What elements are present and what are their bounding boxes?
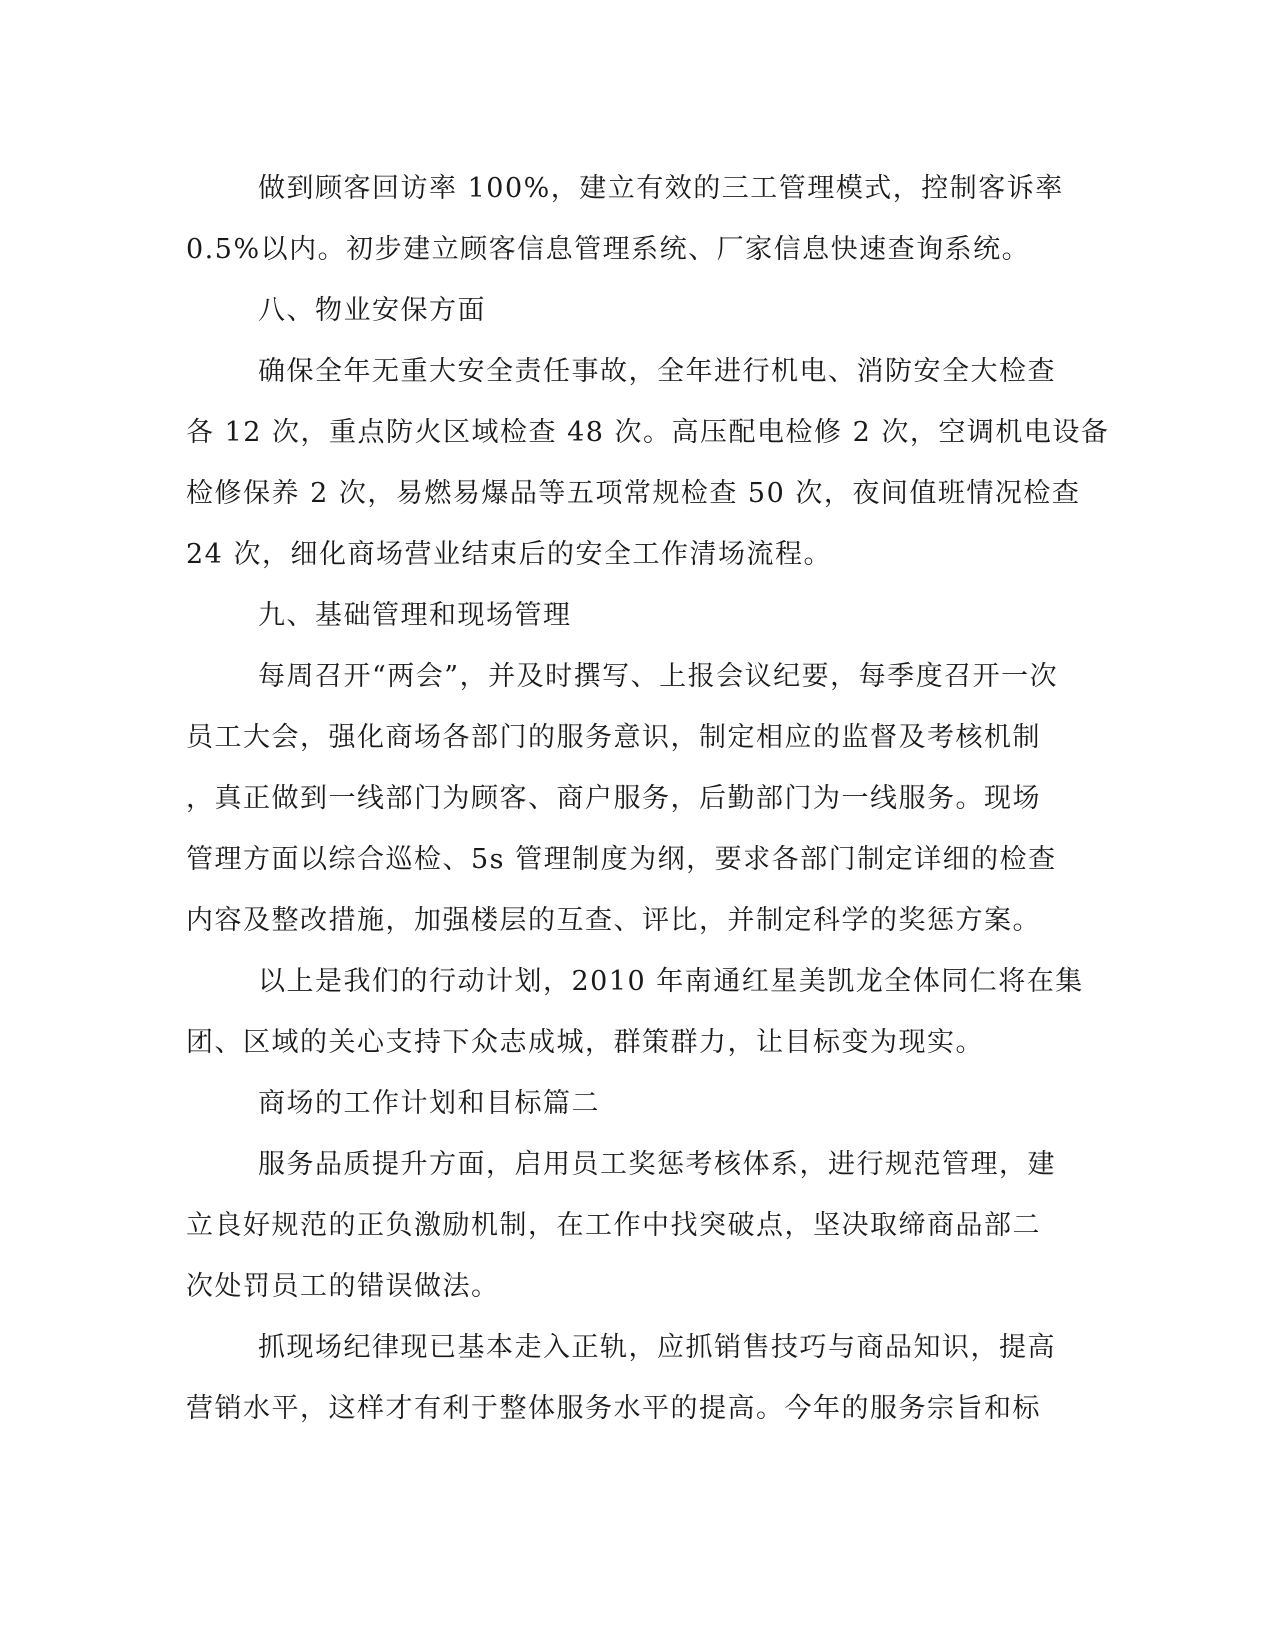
text-line: 做到顾客回访率 100%，建立有效的三工管理模式，控制客诉率: [258, 173, 1064, 204]
text-line: 每周召开“两会”，并及时撰写、上报会议纪要，每季度召开一次: [258, 661, 1059, 692]
text-line: 员工大会，强化商场各部门的服务意识，制定相应的监督及考核机制: [186, 722, 1041, 753]
text-line: 各 12 次，重点防火区域检查 48 次。高压配电检修 2 次，空调机电设备: [186, 417, 1110, 448]
text-line: 检修保养 2 次，易燃易爆品等五项常规检查 50 次，夜间值班情况检查: [186, 478, 1081, 509]
section-heading: 八、物业安保方面: [258, 295, 486, 326]
text-line: 团、区域的关心支持下众志成城，群策群力，让目标变为现实。: [186, 1027, 984, 1058]
section-heading: 商场的工作计划和目标篇二: [258, 1088, 600, 1119]
text-line: 管理方面以综合巡检、5s 管理制度为纲，要求各部门制定详细的检查: [186, 844, 1057, 875]
document-body: [186, 158, 1110, 1439]
text-line: 24 次，细化商场营业结束后的安全工作清场流程。: [186, 539, 832, 570]
text-line: 抓现场纪律现已基本走入正轨，应抓销售技巧与商品知识，提高: [258, 1332, 1056, 1363]
text-line: 次处罚员工的错误做法。: [186, 1271, 500, 1302]
text-line: 以上是我们的行动计划，2010 年南通红星美凯龙全体同仁将在集: [258, 966, 1084, 997]
text-line: 服务品质提升方面，启用员工奖惩考核体系，进行规范管理，建: [258, 1149, 1056, 1180]
section-heading: 九、基础管理和现场管理: [258, 600, 572, 631]
text-line: 0.5%以内。初步建立顾客信息管理系统、厂家信息快速查询系统。: [186, 234, 1031, 265]
text-line: 内容及整改措施，加强楼层的互查、评比，并制定科学的奖惩方案。: [186, 905, 1041, 936]
text-line: ，真正做到一线部门为顾客、商户服务，后勤部门为一线服务。现场: [186, 783, 1041, 814]
text-line: 营销水平，这样才有利于整体服务水平的提高。今年的服务宗旨和标: [186, 1393, 1041, 1424]
text-line: 立良好规范的正负激励机制，在工作中找突破点，坚决取缔商品部二: [186, 1210, 1041, 1241]
text-line: 确保全年无重大安全责任事故，全年进行机电、消防安全大检查: [258, 356, 1056, 387]
